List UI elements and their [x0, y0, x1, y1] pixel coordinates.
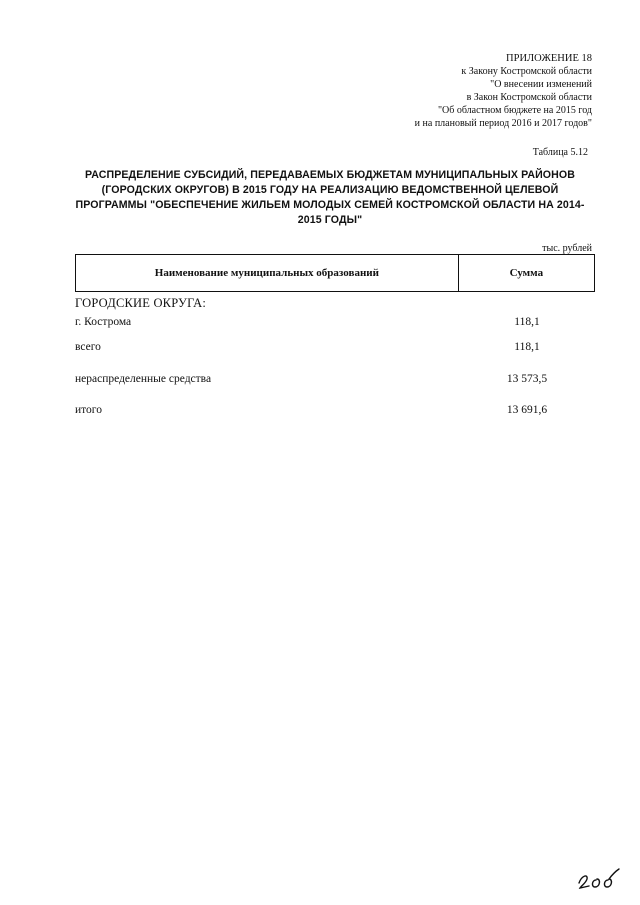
appendix-line: "О внесении изменений	[490, 79, 592, 90]
allocation-table-header	[75, 254, 595, 292]
table-row	[75, 341, 595, 357]
row-name: нераспределенные средства	[75, 373, 212, 385]
row-sum: 13 691,6	[506, 404, 548, 416]
document-title	[70, 168, 590, 228]
row-name: всего	[75, 341, 101, 353]
header-name-column: Наименование муниципальных образований	[76, 255, 459, 292]
row-sum: 118,1	[514, 316, 540, 328]
header-sum-column: Сумма	[458, 255, 594, 292]
section-heading: ГОРОДСКИЕ ОКРУГА:	[75, 296, 207, 310]
table-number: Таблица 5.12	[532, 147, 588, 158]
table-row	[75, 404, 595, 420]
row-sum: 13 573,5	[506, 373, 548, 385]
title-line: РАСПРЕДЕЛЕНИЕ СУБСИДИЙ, ПЕРЕДАВАЕМЫХ БЮДЖЕТАМ МУНИЦИПАЛЬНЫХ РАЙОНОВ	[85, 169, 575, 181]
appendix-line: "Об областном бюджете на 2015 год	[437, 105, 592, 116]
row-name: итого	[75, 404, 102, 416]
row-name: г. Кострома	[75, 316, 132, 328]
title-line: 2015 ГОДЫ"	[297, 214, 363, 226]
title-line: (ГОРОДСКИХ ОКРУГОВ) В 2015 ГОДУ НА РЕАЛИЗАЦИЮ ВЕДОМСТВЕННОЙ ЦЕЛЕВОЙ	[101, 184, 559, 196]
title-line: ПРОГРАММЫ "ОБЕСПЕЧЕНИЕ ЖИЛЬЕМ МОЛОДЫХ СЕМЕЙ КОСТРОМСКОЙ ОБЛАСТИ НА 2014-	[75, 199, 585, 211]
units-label: тыс. рублей	[542, 243, 592, 254]
appendix-line: к Закону Костромской области	[461, 66, 592, 77]
table-row	[75, 316, 595, 332]
handwritten-page-number	[576, 865, 622, 891]
appendix-block	[252, 52, 592, 130]
table-row	[75, 373, 595, 389]
table-header-row	[76, 255, 595, 292]
appendix-line: ПРИЛОЖЕНИЕ 18	[506, 53, 592, 64]
appendix-line: и на плановый период 2016 и 2017 годов"	[414, 118, 592, 129]
row-sum: 118,1	[514, 341, 540, 353]
appendix-line: в Закон Костромской области	[466, 92, 592, 103]
